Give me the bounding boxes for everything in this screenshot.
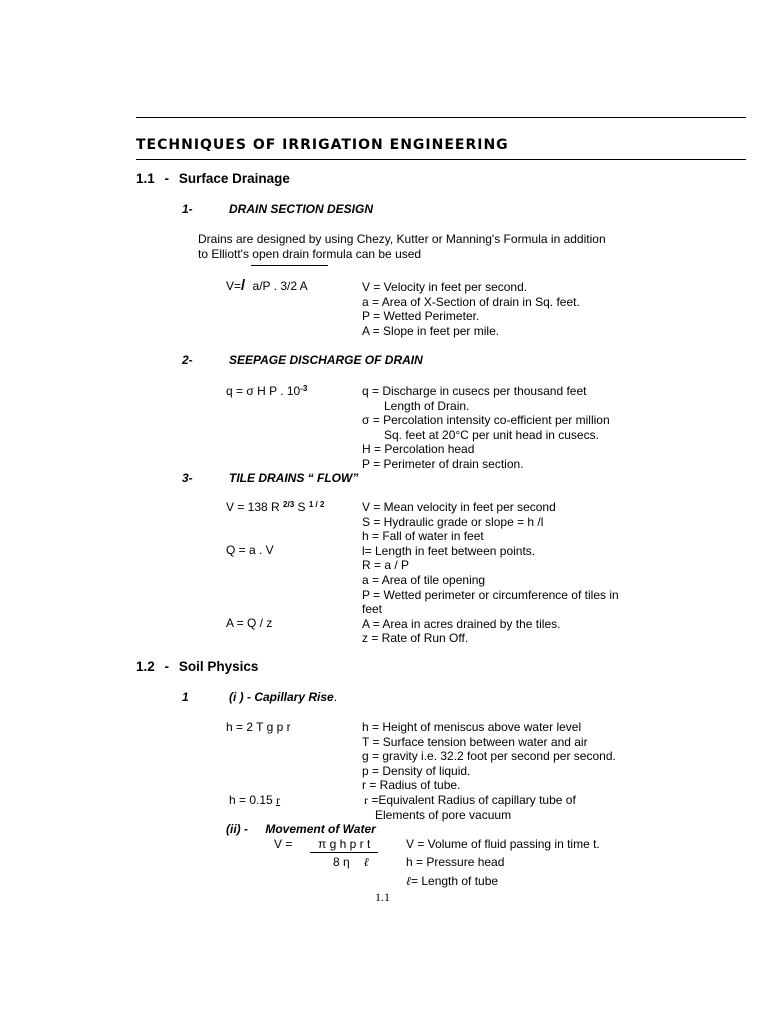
definition: a = Area of tile opening — [362, 572, 486, 587]
formula-text: q = σ H P . 10 — [226, 384, 301, 398]
section-number: 1.2 — [136, 659, 155, 674]
heading-prefix: (i ) - — [229, 690, 255, 704]
heading-text: Capillary Rise — [254, 690, 334, 704]
formula-v — [226, 279, 308, 294]
definition: q = Discharge in cusecs per thousand feet — [362, 384, 587, 398]
definition — [406, 874, 498, 889]
formula-q — [226, 384, 307, 399]
formula-text: S — [294, 500, 309, 514]
definition: V = Volume of fluid passing in time t. — [406, 837, 600, 851]
section-1-1-heading — [136, 172, 290, 187]
formula-text: a/P . 3/2 A — [252, 279, 308, 293]
definition: T = Surface tension between water and air — [362, 734, 588, 749]
formula-h2 — [229, 793, 280, 808]
item-number: 1- — [182, 202, 193, 216]
formula-numerator: π g h p r t — [318, 837, 371, 851]
formula-symbol: ℓ — [363, 855, 369, 869]
item-number: 1 — [182, 690, 189, 704]
formula-symbol: ℓ — [406, 874, 411, 888]
definition: σ = Percolation intensity co-efficient per million — [362, 413, 610, 428]
definition: S = Hydraulic grade or slope = h /l — [362, 514, 544, 529]
definition: P = Wetted Perimeter. — [362, 309, 480, 324]
definition — [364, 793, 576, 808]
item-heading — [226, 822, 376, 837]
definition: P = Wetted perimeter or circumference of tiles in — [362, 587, 619, 602]
item-heading: DRAIN SECTION DESIGN — [229, 202, 374, 216]
formula-text: V= — [226, 279, 242, 293]
definition-text: =Equivalent Radius of capillary tube of — [368, 793, 576, 807]
item-heading: TILE DRAINS “ FLOW” — [229, 471, 359, 485]
formula-text: 8 η — [333, 855, 350, 869]
top-rule — [136, 117, 746, 118]
formula-symbol: r — [364, 793, 368, 807]
formula-denominator — [333, 855, 369, 870]
definition: g = gravity i.e. 32.2 foot per second per second. — [362, 749, 616, 764]
definition: A = Slope in feet per mile. — [362, 323, 500, 338]
definition: Sq. feet at 20°C per unit head in cusecs. — [384, 427, 599, 442]
definition: H = Percolation head — [362, 442, 475, 457]
item-heading — [229, 690, 337, 705]
fraction-bar — [310, 852, 378, 853]
definition: l= Length in feet between points. — [362, 543, 536, 558]
section-1-2-heading — [136, 660, 258, 675]
definition: Length of Drain. — [384, 398, 470, 413]
definition: p = Density of liquid. — [362, 763, 471, 778]
paragraph-line: Drains are designed by using Chezy, Kutter or Manning's Formula in addition — [198, 232, 606, 246]
definition: V = Velocity in feet per second. — [362, 280, 528, 294]
section-dash: - — [164, 659, 170, 674]
definition: h = Height of meniscus above water level — [362, 720, 582, 734]
definition: h = Pressure head — [406, 855, 505, 869]
definition: feet — [362, 602, 383, 617]
heading-text: Movement of Water — [265, 822, 376, 836]
definition: V = Mean velocity in feet per second — [362, 500, 556, 514]
paragraph — [198, 232, 606, 261]
definition: Elements of pore vacuum — [375, 808, 512, 822]
definitions-list — [362, 720, 616, 793]
formula-symbol: r — [276, 793, 281, 807]
definition: A = Area in acres drained by the tiles. — [362, 616, 561, 631]
definitions-list — [362, 280, 580, 338]
formula-text: V = 138 R — [226, 500, 284, 514]
section-dash: - — [164, 171, 170, 186]
definition: z = Rate of Run Off. — [362, 631, 469, 646]
definition-text: = Length of tube — [411, 874, 499, 888]
title-rule — [136, 159, 746, 160]
formula-v-eq: V = — [274, 837, 293, 851]
page-number: 1.1 — [375, 890, 390, 904]
formula-overline — [251, 265, 328, 266]
page-title: TECHNIQUES OF IRRIGATION ENGINEERING — [136, 137, 509, 153]
section-number: 1.1 — [136, 171, 155, 186]
item-number: 3- — [182, 471, 193, 485]
item-heading: SEEPAGE DISCHARGE OF DRAIN — [229, 353, 423, 367]
formula-q-tile: Q = a . V — [226, 543, 274, 557]
heading-prefix: (ii) - — [226, 822, 248, 836]
formula-superscript: 1 / 2 — [308, 500, 325, 509]
section-label: Soil Physics — [178, 659, 259, 674]
formula-a-tile: A = Q / z — [226, 616, 273, 630]
heading-period: . — [333, 690, 338, 704]
formula-text: h = 0.15 — [229, 793, 277, 807]
definition: a = Area of X-Section of drain in Sq. feet. — [362, 294, 580, 309]
formula-slash: / — [241, 277, 246, 294]
section-label: Surface Drainage — [178, 171, 290, 186]
paragraph-line: to Elliott's open drain formula can be used — [198, 246, 422, 261]
formula-superscript: 2/3 — [283, 500, 295, 509]
definition: h = Fall of water in feet — [362, 529, 484, 544]
formula-v-tile — [226, 500, 324, 515]
definition: R = a / P — [362, 558, 410, 573]
definition: r = Radius of tube. — [362, 778, 461, 793]
definition: P = Perimeter of drain section. — [362, 456, 524, 471]
item-number: 2- — [182, 353, 193, 367]
formula-h1: h = 2 T g p r — [226, 720, 291, 734]
definitions-list — [362, 384, 610, 472]
formula-superscript: -3 — [300, 384, 308, 393]
definitions-list — [362, 500, 619, 646]
